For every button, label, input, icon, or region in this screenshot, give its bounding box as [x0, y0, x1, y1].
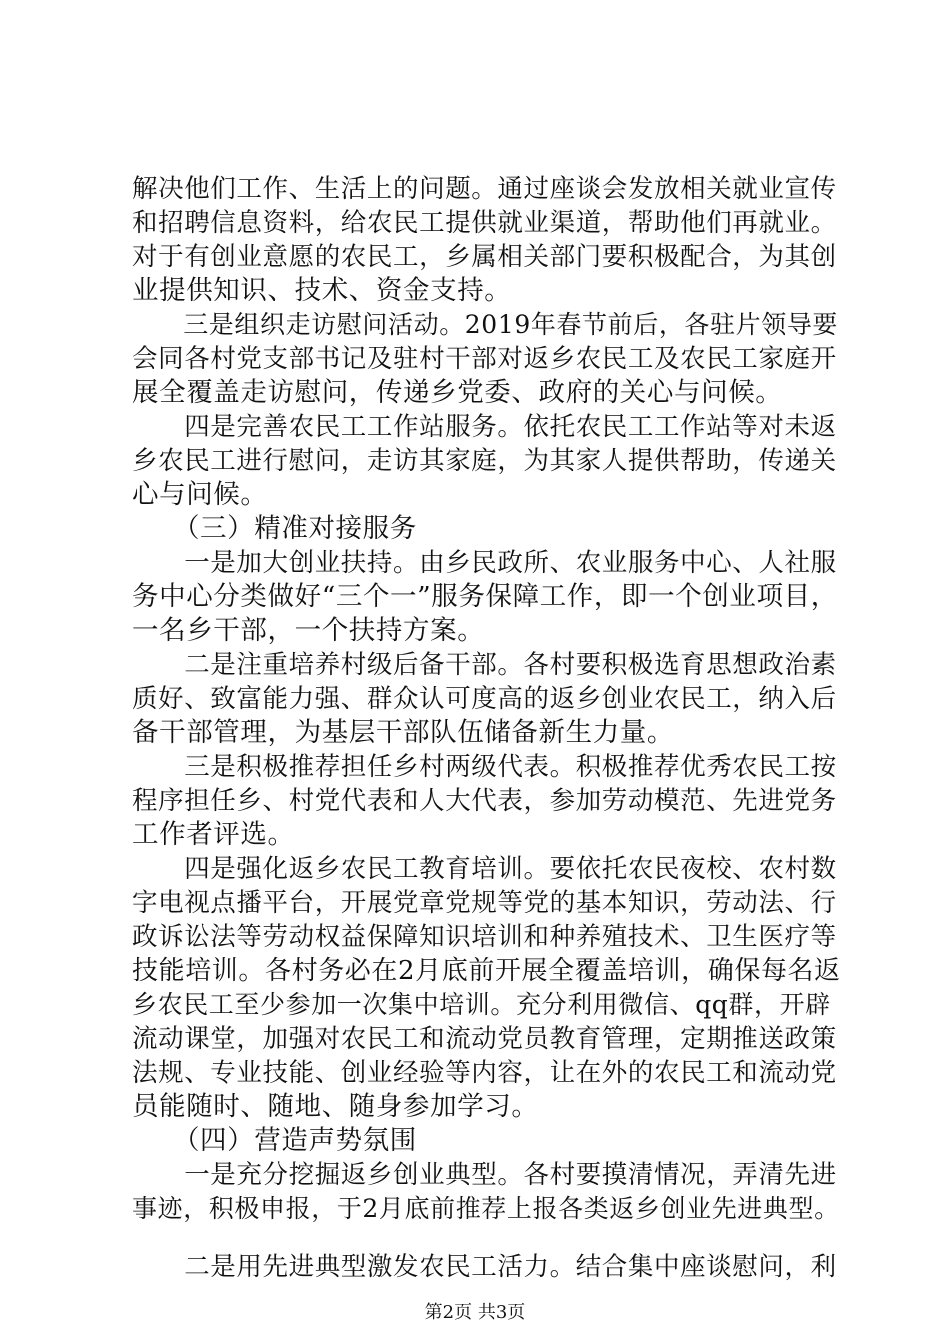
text-line: 业提供知识、技术、资金支持。 [132, 275, 512, 306]
text-line: 和招聘信息资料，给农民工提供就业渠道，帮助他们再就业。 [132, 208, 837, 238]
text-line: 技能培训。各村务必在2月底前开展全覆盖培训，确保每名返 [132, 956, 841, 986]
section-heading: （三）精准对接服务 [132, 513, 417, 544]
text-line: 字电视点播平台，开展党章党规等党的基本知识，劳动法、行 [132, 888, 837, 918]
text-line: 二是注重培养村级后备干部。各村要积极选育思想政治素 [132, 650, 837, 680]
text-line: 一名乡干部，一个扶持方案。 [132, 615, 485, 646]
text-line: 质好、致富能力强、群众认可度高的返乡创业农民工，纳入后 [132, 684, 837, 714]
text-line: 一是加大创业扶持。由乡民政所、农业服务中心、人社服 [132, 548, 837, 578]
text-line: 四是完善农民工工作站服务。依托农民工工作站等对未返 [132, 412, 837, 442]
text-line: 工作者评选。 [132, 819, 295, 850]
text-line: 二是用先进典型激发农民工活力。结合集中座谈慰问，利 [132, 1252, 837, 1282]
text-line: 展全覆盖走访慰问，传递乡党委、政府的关心与问候。 [132, 377, 783, 408]
text-line: 三是组织走访慰问活动。2019年春节前后，各驻片领导要 [132, 310, 839, 339]
text-line: 三是积极推荐担任乡村两级代表。积极推荐优秀农民工按 [132, 752, 837, 782]
text-line: 会同各村党支部书记及驻村干部对返乡农民工及农民工家庭开 [132, 344, 837, 374]
text-line: 乡农民工至少参加一次集中培训。充分利用微信、qq群，开辟 [132, 990, 831, 1019]
text-line: 四是强化返乡农民工教育培训。要依托农民夜校、农村数 [132, 854, 837, 884]
text-line: 事迹，积极申报，于2月底前推荐上报各类返乡创业先进典型。 [132, 1194, 840, 1223]
text-line: 政诉讼法等劳动权益保障知识培训和种养殖技术、卫生医疗等 [132, 922, 837, 952]
text-line: 程序担任乡、村党代表和人大代表，参加劳动模范、先进党务 [132, 786, 837, 816]
text-line: 解决他们工作、生活上的问题。通过座谈会发放相关就业宣传 [132, 174, 837, 204]
text-line: 备干部管理，为基层干部队伍储备新生力量。 [132, 717, 674, 748]
text-line: 务中心分类做好“三个一”服务保障工作，即一个创业项目， [132, 581, 838, 612]
text-line: 法规、专业技能、创业经验等内容，让在外的农民工和流动党 [132, 1058, 837, 1088]
section-heading: （四）营造声势氛围 [132, 1125, 417, 1156]
text-line: 一是充分挖掘返乡创业典型。各村要摸清情况，弄清先进 [132, 1160, 837, 1190]
text-line: 乡农民工进行慰问，走访其家庭，为其家人提供帮助，传递关 [132, 446, 837, 476]
text-line: 心与问候。 [132, 479, 268, 510]
text-line: 对于有创业意愿的农民工，乡属相关部门要积极配合，为其创 [132, 242, 837, 272]
text-line: 流动课堂，加强对农民工和流动党员教育管理，定期推送政策 [132, 1024, 837, 1054]
text-line: 员能随时、随地、随身参加学习。 [132, 1091, 539, 1122]
page-footer: 第2页 共3页 [424, 1302, 526, 1323]
